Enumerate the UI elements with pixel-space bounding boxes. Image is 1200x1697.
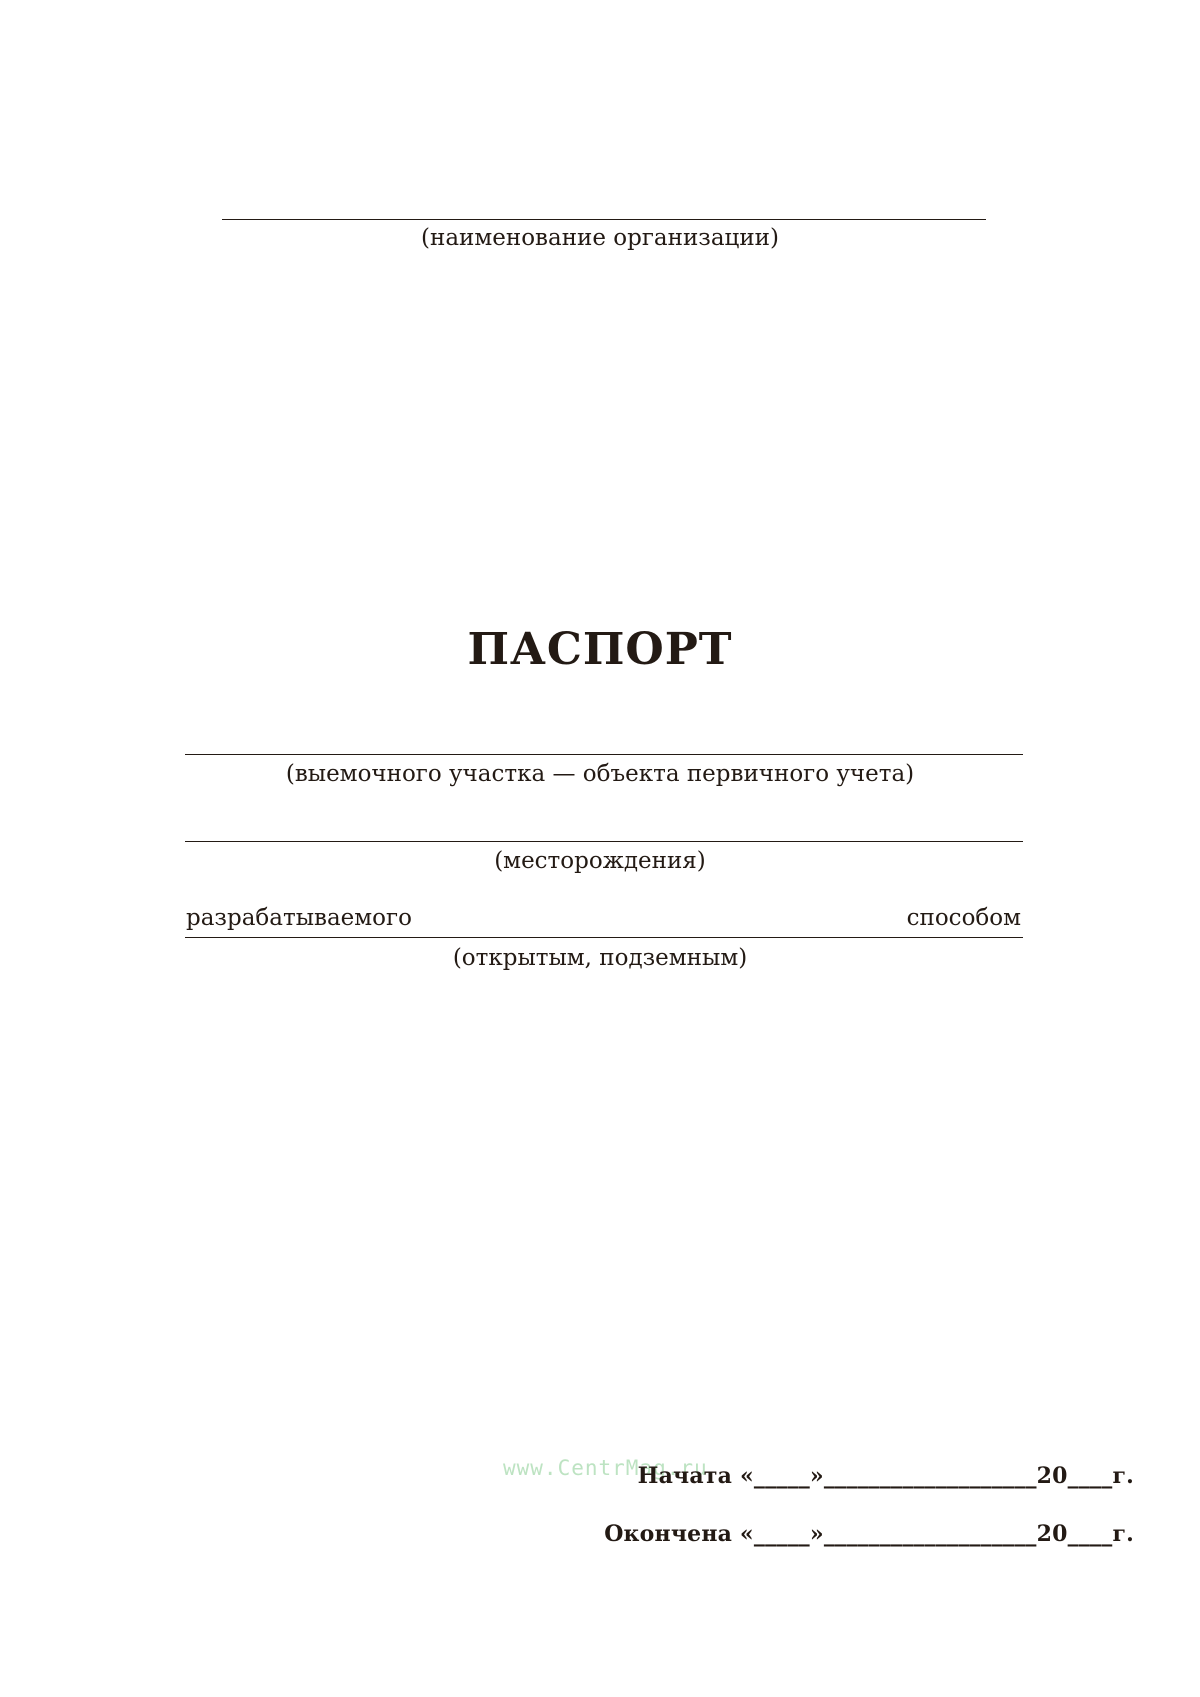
deposit-line [185, 841, 1023, 842]
method-prefix-label: разрабатываемого [186, 905, 412, 931]
method-line [185, 937, 1023, 938]
method-suffix-label: способом [906, 905, 1021, 931]
organization-name-caption: (наименование организации) [421, 225, 779, 251]
section-caption: (выемочного участка — объекта первичного учета) [285, 761, 915, 787]
page-title: ПАСПОРТ [467, 624, 733, 675]
section-line [185, 754, 1023, 755]
organization-name-line [222, 219, 986, 220]
method-caption: (открытым, подземным) [452, 945, 748, 971]
watermark-text: www.CentrMag.ru [503, 1456, 708, 1480]
started-date-line: Начата «_____»___________________20____г. [637, 1463, 1134, 1489]
finished-date-line: Окончена «_____»___________________20____г. [604, 1521, 1134, 1547]
deposit-caption: (месторождения) [494, 848, 706, 874]
